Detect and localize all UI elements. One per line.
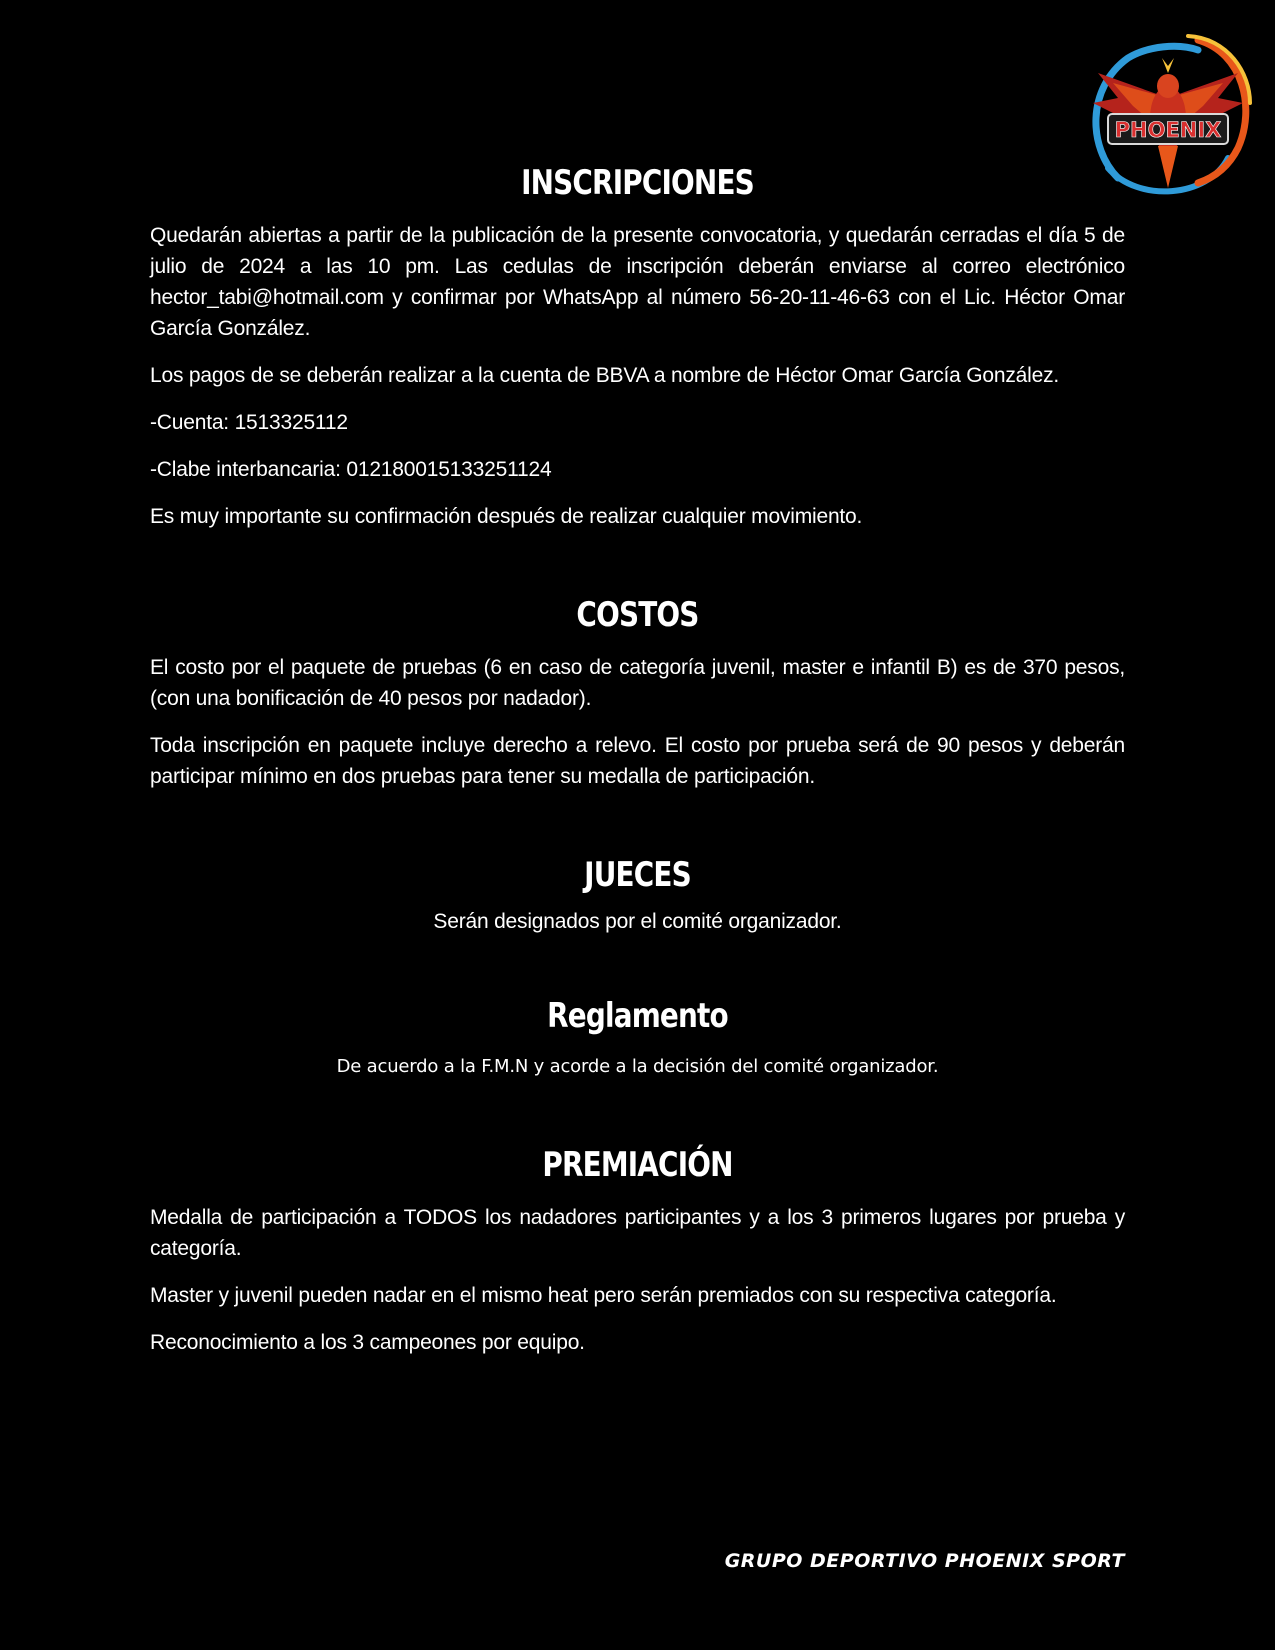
inscripciones-paragraph: Los pagos de se deberán realizar a la cuenta de BBVA a nombre de Héctor Omar García González. <box>150 364 1060 387</box>
logo-text: PHOENIX <box>1114 118 1222 142</box>
document-body <box>150 160 1125 1374</box>
reglamento-text: De acuerdo a la F.M.N y acorde a la decisión del comité organizador. <box>336 1056 939 1077</box>
premiacion-paragraph: Reconocimiento a los 3 campeones por equipo. <box>150 1331 585 1354</box>
section-jueces <box>150 852 1125 937</box>
section-inscripciones <box>150 160 1125 532</box>
premiacion-paragraph: Medalla de participación a TODOS los nadadores participantes y a los 3 primeros lugares por prueba y categoría. <box>150 1206 1125 1260</box>
premiacion-paragraph: Master y juvenil pueden nadar en el mismo heat pero serán premiados con su respectiva categoría. <box>150 1284 1057 1307</box>
heading-costos: COSTOS <box>576 595 699 635</box>
footer-organization-name: GRUPO DEPORTIVO PHOENIX SPORT <box>724 1550 1125 1572</box>
section-premiacion <box>150 1142 1125 1358</box>
inscripciones-paragraph: Quedarán abiertas a partir de la publicación de la presente convocatoria, y quedarán cerradas el día 5 de julio de 2024 a las 10 pm. Las cedulas de inscripción deberán enviarse al correo electrónico hector_tabi@hotmail.com y confirmar por WhatsApp al número 56-20-11-46-63 con el Lic. Héctor Omar García González. <box>150 224 1125 340</box>
heading-jueces: JUECES <box>584 855 691 895</box>
clabe-number: -Clabe interbancaria: 012180015133251124 <box>150 458 552 481</box>
account-number: -Cuenta: 1513325112 <box>150 411 348 434</box>
costos-paragraph: El costo por el paquete de pruebas (6 en caso de categoría juvenil, master e infantil B) es de 370 pesos, (con una bonificación de 40 pesos por nadador). <box>150 656 1125 710</box>
inscripciones-paragraph: Es muy importante su confirmación después de realizar cualquier movimiento. <box>150 505 863 528</box>
costos-paragraph: Toda inscripción en paquete incluye derecho a relevo. El costo por prueba será de 90 pesos y deberán participar mínimo en dos pruebas para tener su medalla de participación. <box>150 734 1125 788</box>
heading-reglamento: Reglamento <box>547 996 728 1036</box>
section-costos <box>150 592 1125 792</box>
heading-inscripciones: INSCRIPCIONES <box>521 163 754 203</box>
jueces-text: Serán designados por el comité organizador. <box>433 910 842 933</box>
section-reglamento <box>150 993 1125 1082</box>
heading-premiacion: PREMIACIÓN <box>542 1145 733 1185</box>
